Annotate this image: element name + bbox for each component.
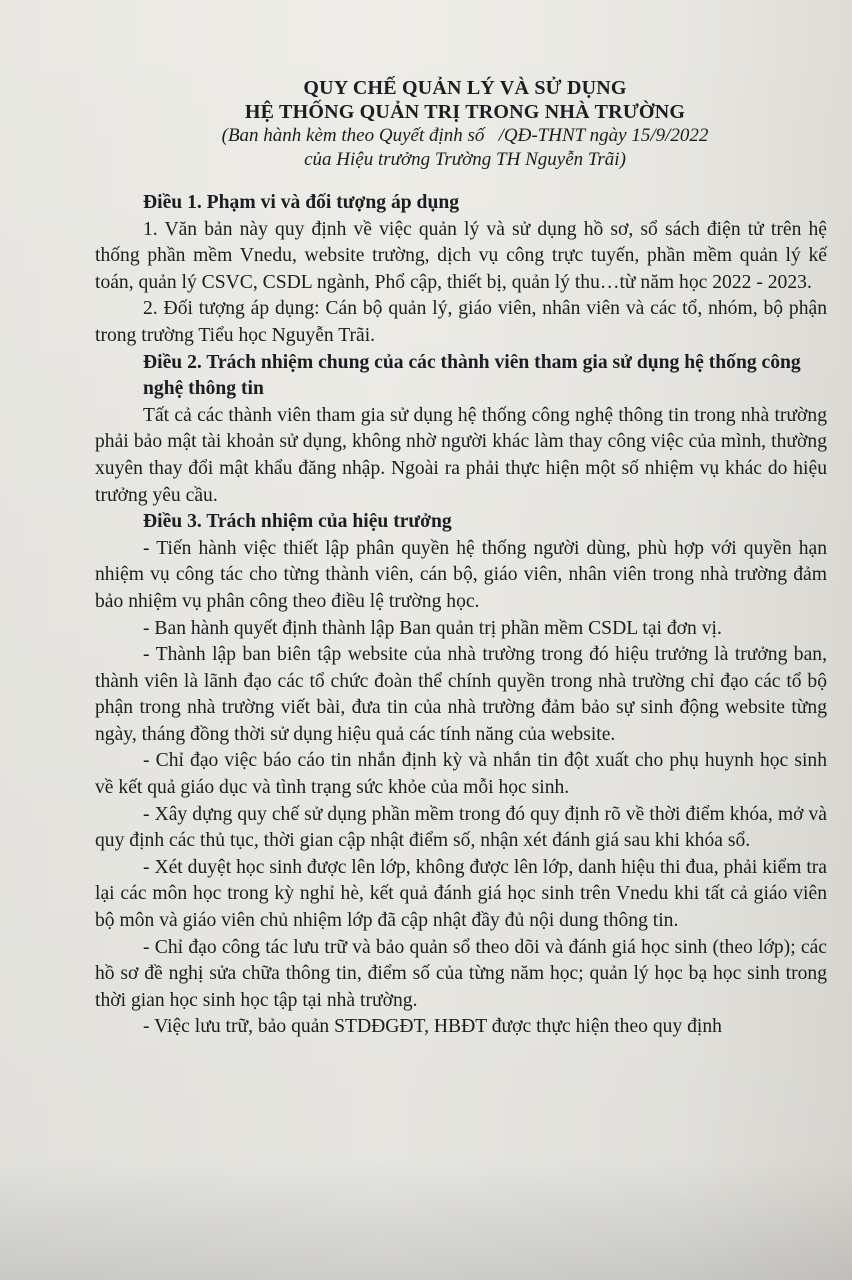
document-subtitle-line-2: của Hiệu trưởng Trường TH Nguyễn Trãi) (304, 149, 626, 170)
article-3-paragraph-7: - Chỉ đạo công tác lưu trữ và bảo quản sổ theo dõi và đánh giá học sinh (theo lớp); các hồ sơ đề nghị sửa chữa thông tin, điểm số của từng năm học; quản lý học bạ học sinh trong thời gian học sinh học tập tại nhà trường. (95, 936, 827, 1011)
article-3-paragraph-5: - Xây dựng quy chế sử dụng phần mềm trong đó quy định rõ về thời điểm khóa, mở và quy định các thủ tục, thời gian cập nhật điểm số, nhận xét đánh giá sau khi khóa sổ. (95, 803, 827, 852)
document-body (95, 76, 827, 1041)
article-3-paragraph-8: - Việc lưu trữ, bảo quản STDĐGĐT, HBĐT được thực hiện theo quy định (143, 1016, 722, 1038)
article-1-paragraph-1: 1. Văn bản này quy định về việc quản lý và sử dụng hồ sơ, sổ sách điện tử trên hệ thống phần mềm Vnedu, website trường, dịch vụ công trực tuyến, phần mềm quản lý kế toán, quản lý CSVC, CSDL ngành, Phổ cập, thiết bị, quản lý thu…từ năm học 2022 - 2023. (95, 218, 827, 293)
document-title-line-1: QUY CHẾ QUẢN LÝ VÀ SỬ DỤNG (303, 77, 627, 99)
article-2-heading: Điều 2. Trách nhiệm chung của các thành viên tham gia sử dụng hệ thống công nghệ thông tin (143, 351, 801, 400)
document-subtitle-line-1: (Ban hành kèm theo Quyết định số /QĐ-THNT ngày 15/9/2022 (221, 125, 709, 146)
article-3-paragraph-1: - Tiến hành việc thiết lập phân quyền hệ thống người dùng, phù hợp với quyền hạn nhiệm vụ công tác cho từng thành viên, cán bộ, giáo viên, nhân viên trong nhà trường đảm bảo nhiệm vụ phân công theo điều lệ trường học. (95, 537, 827, 612)
article-2 (95, 350, 827, 510)
article-3 (95, 509, 827, 1041)
document-header (155, 76, 775, 172)
article-3-heading: Điều 3. Trách nhiệm của hiệu trưởng (143, 511, 452, 533)
article-3-paragraph-2: - Ban hành quyết định thành lập Ban quản trị phần mềm CSDL tại đơn vị. (143, 617, 722, 639)
article-1-paragraph-2: 2. Đối tượng áp dụng: Cán bộ quản lý, giáo viên, nhân viên và các tổ, nhóm, bộ phận trong trường Tiểu học Nguyễn Trãi. (95, 298, 827, 346)
article-3-paragraph-3: - Thành lập ban biên tập website của nhà trường trong đó hiệu trưởng là trưởng ban, thành viên là lãnh đạo các tổ chức đoàn thể chính quyền trong nhà trường chỉ đạo các tổ bộ phận trong nhà trường viết bài, đưa tin của nhà trường đảm bảo sự sinh động website từng ngày, tháng đồng thời sử dụng hiệu quả các tính năng của website. (95, 644, 827, 745)
article-3-paragraph-4: - Chỉ đạo việc báo cáo tin nhắn định kỳ và nhắn tin đột xuất cho phụ huynh học sinh về kết quả giáo dục và tình trạng sức khỏe của mỗi học sinh. (95, 750, 827, 799)
article-1 (95, 190, 827, 350)
article-2-paragraph-1: Tất cả các thành viên tham gia sử dụng hệ thống công nghệ thông tin trong nhà trường phải bảo mật tài khoản sử dụng, không nhờ người khác làm thay công việc của mình, thường xuyên thay đổi mật khẩu đăng nhập. Ngoài ra phải thực hiện một số nhiệm vụ khác do hiệu trưởng yêu cầu. (95, 404, 827, 506)
article-1-heading: Điều 1. Phạm vi và đối tượng áp dụng (143, 192, 460, 213)
document-title-line-2: HỆ THỐNG QUẢN TRỊ TRONG NHÀ TRƯỜNG (244, 101, 686, 123)
article-3-paragraph-6: - Xét duyệt học sinh được lên lớp, không được lên lớp, danh hiệu thi đua, phải kiểm tra lại các môn học trong kỳ nghỉ hè, kết quả đánh giá học sinh trên Vnedu khi tất cả giáo viên bộ môn và giáo viên chủ nhiệm lớp đã cập nhật đầy đủ nội dung thông tin. (95, 856, 827, 932)
